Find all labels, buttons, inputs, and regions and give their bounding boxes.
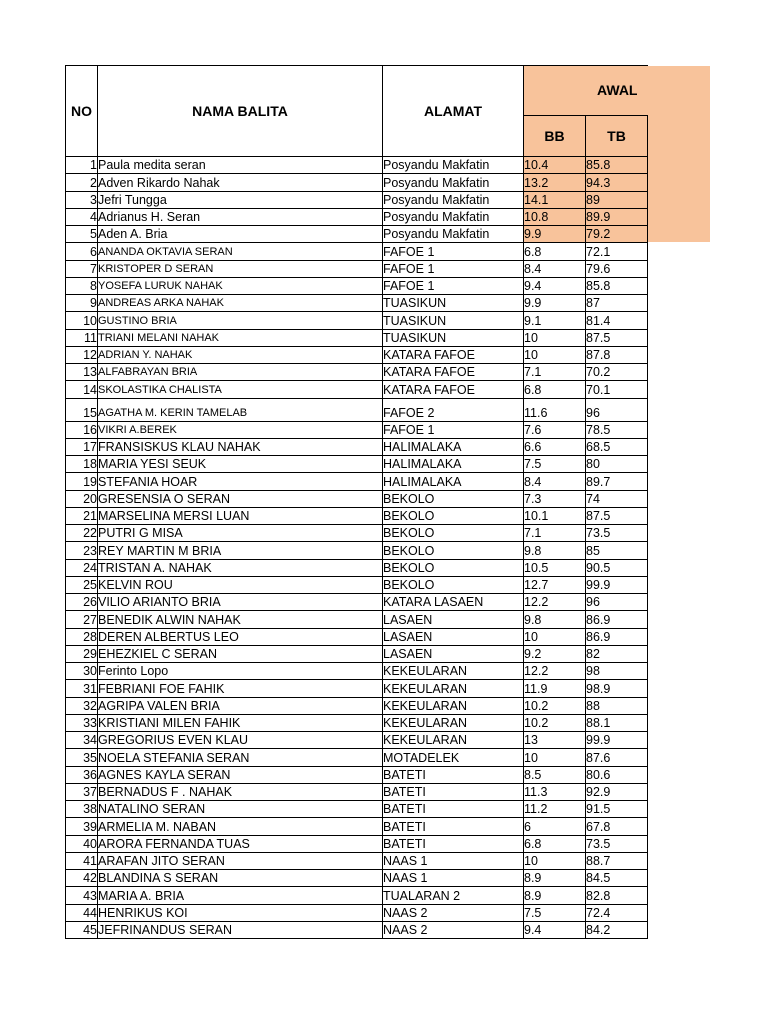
table-row [66,801,648,818]
no-cell: 15 [66,398,98,421]
nama-cell: ALFABRAYAN BRIA [98,364,383,381]
table-row [66,421,648,438]
bb-cell: 6.8 [524,243,586,260]
tb-cell: 80 [586,456,648,473]
alamat-cell: KATARA FAFOE [383,346,524,363]
no-cell: 30 [66,663,98,680]
no-cell: 32 [66,697,98,714]
header-awal: AWAL [524,66,648,116]
table-row [66,921,648,938]
nama-cell: FRANSISKUS KLAU NAHAK [98,438,383,455]
tb-cell: 91.5 [586,801,648,818]
nama-cell: TRIANI MELANI NAHAK [98,329,383,346]
table-row [66,295,648,312]
alamat-cell: Posyandu Makfatin [383,174,524,191]
header-bb: BB [524,115,586,156]
no-cell: 1 [66,157,98,174]
no-cell: 3 [66,191,98,208]
bb-cell: 10.8 [524,208,586,225]
bb-cell: 9.4 [524,921,586,938]
table-row [66,329,648,346]
alamat-cell: Posyandu Makfatin [383,157,524,174]
alamat-cell: BEKOLO [383,559,524,576]
alamat-cell: BEKOLO [383,490,524,507]
alamat-cell: FAFOE 1 [383,421,524,438]
tb-cell: 84.5 [586,870,648,887]
nama-cell: VILIO ARIANTO BRIA [98,594,383,611]
no-cell: 8 [66,277,98,294]
no-cell: 20 [66,490,98,507]
tb-cell: 92.9 [586,783,648,800]
table-row [66,260,648,277]
no-cell: 12 [66,346,98,363]
nama-cell: KRISTOPER D SERAN [98,260,383,277]
no-cell: 16 [66,421,98,438]
nama-cell: AGRIPA VALEN BRIA [98,697,383,714]
tb-cell: 98 [586,663,648,680]
table-row [66,473,648,490]
no-cell: 41 [66,852,98,869]
alamat-cell: LASAEN [383,628,524,645]
bb-cell: 6.8 [524,835,586,852]
bb-cell: 8.9 [524,870,586,887]
no-cell: 25 [66,576,98,593]
bb-cell: 9.9 [524,295,586,312]
nama-cell: JEFRINANDUS SERAN [98,921,383,938]
table-row [66,749,648,766]
table-row [66,277,648,294]
alamat-cell: Posyandu Makfatin [383,226,524,243]
nama-cell: NOELA STEFANIA SERAN [98,749,383,766]
tb-cell: 79.6 [586,260,648,277]
no-cell: 43 [66,887,98,904]
bb-cell: 7.5 [524,904,586,921]
alamat-cell: TUALARAN 2 [383,887,524,904]
no-cell: 26 [66,594,98,611]
bb-cell: 9.2 [524,645,586,662]
alamat-cell: BATETI [383,801,524,818]
tb-cell: 87.5 [586,507,648,524]
bb-cell: 12.2 [524,663,586,680]
table-row [66,835,648,852]
bb-cell: 7.1 [524,525,586,542]
no-cell: 9 [66,295,98,312]
tb-cell: 84.2 [586,921,648,938]
header-tb: TB [586,115,648,156]
nama-cell: KRISTIANI MILEN FAHIK [98,714,383,731]
tb-cell: 89.7 [586,473,648,490]
nama-cell: Aden A. Bria [98,226,383,243]
nama-cell: AGATHA M. KERIN TAMELAB [98,398,383,421]
no-cell: 21 [66,507,98,524]
tb-cell: 96 [586,398,648,421]
alamat-cell: NAAS 2 [383,921,524,938]
table-row [66,346,648,363]
bb-cell: 7.1 [524,364,586,381]
tb-cell: 99.9 [586,732,648,749]
alamat-cell: TUASIKUN [383,312,524,329]
no-cell: 23 [66,542,98,559]
no-cell: 7 [66,260,98,277]
header-nama-balita: NAMA BALITA [98,66,383,157]
table-row [66,542,648,559]
nama-cell: BLANDINA S SERAN [98,870,383,887]
tb-cell: 85 [586,542,648,559]
table-row [66,697,648,714]
bb-cell: 10.2 [524,714,586,731]
bb-cell: 11.3 [524,783,586,800]
alamat-cell: KEKEULARAN [383,680,524,697]
tb-cell: 87.6 [586,749,648,766]
table-row [66,783,648,800]
table-row [66,628,648,645]
alamat-cell: KEKEULARAN [383,714,524,731]
nama-cell: ANDREAS ARKA NAHAK [98,295,383,312]
bb-cell: 9.1 [524,312,586,329]
table-row [66,174,648,191]
bb-cell: 6 [524,818,586,835]
table-row [66,870,648,887]
nama-cell: REY MARTIN M BRIA [98,542,383,559]
tb-cell: 99.9 [586,576,648,593]
balita-table [65,65,648,939]
nama-cell: ANANDA OKTAVIA SERAN [98,243,383,260]
no-cell: 27 [66,611,98,628]
table-row [66,611,648,628]
tb-cell: 90.5 [586,559,648,576]
nama-cell: NATALINO SERAN [98,801,383,818]
tb-cell: 88 [586,697,648,714]
bb-cell: 10.1 [524,507,586,524]
table-row [66,312,648,329]
table-row [66,559,648,576]
table-body [66,157,648,939]
tb-cell: 67.8 [586,818,648,835]
alamat-cell: KATARA LASAEN [383,594,524,611]
bb-cell: 10.4 [524,157,586,174]
tb-cell: 89.9 [586,208,648,225]
no-cell: 37 [66,783,98,800]
bb-cell: 11.6 [524,398,586,421]
bb-cell: 11.9 [524,680,586,697]
no-cell: 34 [66,732,98,749]
table-row [66,766,648,783]
bb-cell: 12.7 [524,576,586,593]
nama-cell: MARSELINA MERSI LUAN [98,507,383,524]
nama-cell: GREGORIUS EVEN KLAU [98,732,383,749]
nama-cell: GRESENSIA O SERAN [98,490,383,507]
tb-cell: 86.9 [586,611,648,628]
bb-cell: 13 [524,732,586,749]
bb-cell: 9.8 [524,542,586,559]
alamat-cell: KEKEULARAN [383,732,524,749]
no-cell: 35 [66,749,98,766]
alamat-cell: BATETI [383,766,524,783]
bb-cell: 9.9 [524,226,586,243]
table-row [66,490,648,507]
header-alamat: ALAMAT [383,66,524,157]
table-row [66,456,648,473]
nama-cell: EHEZKIEL C SERAN [98,645,383,662]
table-row [66,887,648,904]
tb-cell: 94.3 [586,174,648,191]
nama-cell: ADRIAN Y. NAHAK [98,346,383,363]
bb-cell: 11.2 [524,801,586,818]
alamat-cell: TUASIKUN [383,295,524,312]
nama-cell: BERNADUS F . NAHAK [98,783,383,800]
nama-cell: Adrianus H. Seran [98,208,383,225]
table-row [66,680,648,697]
bb-cell: 9.4 [524,277,586,294]
alamat-cell: LASAEN [383,611,524,628]
table-row [66,381,648,398]
no-cell: 13 [66,364,98,381]
bb-cell: 9.8 [524,611,586,628]
no-cell: 28 [66,628,98,645]
alamat-cell: BATETI [383,783,524,800]
no-cell: 42 [66,870,98,887]
nama-cell: Paula medita seran [98,157,383,174]
alamat-cell: FAFOE 1 [383,277,524,294]
nama-cell: MARIA YESI SEUK [98,456,383,473]
bb-cell: 13.2 [524,174,586,191]
tb-cell: 96 [586,594,648,611]
bb-cell: 8.4 [524,473,586,490]
table-row [66,398,648,421]
nama-cell: AGNES KAYLA SERAN [98,766,383,783]
tb-cell: 88.1 [586,714,648,731]
table-row [66,732,648,749]
bb-cell: 7.6 [524,421,586,438]
tb-cell: 78.5 [586,421,648,438]
table-row [66,157,648,174]
tb-cell: 85.8 [586,277,648,294]
tb-cell: 72.4 [586,904,648,921]
bb-cell: 8.5 [524,766,586,783]
alamat-cell: FAFOE 1 [383,260,524,277]
alamat-cell: MOTADELEK [383,749,524,766]
table-row [66,191,648,208]
nama-cell: Jefri Tungga [98,191,383,208]
tb-cell: 73.5 [586,835,648,852]
tb-cell: 79.2 [586,226,648,243]
bb-cell: 10 [524,628,586,645]
no-cell: 6 [66,243,98,260]
nama-cell: SKOLASTIKA CHALISTA [98,381,383,398]
alamat-cell: LASAEN [383,645,524,662]
no-cell: 19 [66,473,98,490]
nama-cell: MARIA A. BRIA [98,887,383,904]
nama-cell: HENRIKUS KOI [98,904,383,921]
alamat-cell: KATARA FAFOE [383,364,524,381]
no-cell: 31 [66,680,98,697]
table-row [66,226,648,243]
alamat-cell: BEKOLO [383,542,524,559]
no-cell: 10 [66,312,98,329]
table-row [66,576,648,593]
tb-cell: 82.8 [586,887,648,904]
tb-cell: 70.1 [586,381,648,398]
nama-cell: GUSTINO BRIA [98,312,383,329]
tb-cell: 73.5 [586,525,648,542]
alamat-cell: BEKOLO [383,576,524,593]
tb-cell: 87 [586,295,648,312]
table-row [66,594,648,611]
table-row [66,645,648,662]
nama-cell: PUTRI G MISA [98,525,383,542]
table-row [66,364,648,381]
no-cell: 18 [66,456,98,473]
bb-cell: 8.9 [524,887,586,904]
alamat-cell: NAAS 2 [383,904,524,921]
tb-cell: 72.1 [586,243,648,260]
tb-cell: 86.9 [586,628,648,645]
nama-cell: ARAFAN JITO SERAN [98,852,383,869]
bb-cell: 8.4 [524,260,586,277]
nama-cell: FEBRIANI FOE FAHIK [98,680,383,697]
table-row [66,904,648,921]
tb-cell: 87.8 [586,346,648,363]
bb-cell: 12.2 [524,594,586,611]
tb-cell: 81.4 [586,312,648,329]
bb-cell: 10.5 [524,559,586,576]
no-cell: 29 [66,645,98,662]
table-row [66,714,648,731]
tb-cell: 68.5 [586,438,648,455]
tb-cell: 70.2 [586,364,648,381]
alamat-cell: NAAS 1 [383,870,524,887]
alamat-cell: TUASIKUN [383,329,524,346]
nama-cell: BENEDIK ALWIN NAHAK [98,611,383,628]
tb-cell: 87.5 [586,329,648,346]
table-row [66,663,648,680]
alamat-cell: FAFOE 2 [383,398,524,421]
alamat-cell: Posyandu Makfatin [383,191,524,208]
bb-cell: 7.3 [524,490,586,507]
nama-cell: ARORA FERNANDA TUAS [98,835,383,852]
nama-cell: ARMELIA M. NABAN [98,818,383,835]
nama-cell: Ferinto Lopo [98,663,383,680]
no-cell: 4 [66,208,98,225]
bb-cell: 10 [524,852,586,869]
nama-cell: DEREN ALBERTUS LEO [98,628,383,645]
alamat-cell: HALIMALAKA [383,438,524,455]
nama-cell: STEFANIA HOAR [98,473,383,490]
alamat-cell: KEKEULARAN [383,663,524,680]
alamat-cell: BATETI [383,818,524,835]
alamat-cell: FAFOE 1 [383,243,524,260]
no-cell: 24 [66,559,98,576]
no-cell: 44 [66,904,98,921]
bb-cell: 6.8 [524,381,586,398]
bb-cell: 6.6 [524,438,586,455]
header-no: NO [66,66,98,157]
no-cell: 11 [66,329,98,346]
no-cell: 22 [66,525,98,542]
nama-cell: TRISTAN A. NAHAK [98,559,383,576]
bb-cell: 14.1 [524,191,586,208]
no-cell: 39 [66,818,98,835]
tb-cell: 98.9 [586,680,648,697]
table-row [66,507,648,524]
bb-cell: 10 [524,346,586,363]
table-row [66,525,648,542]
bb-cell: 10.2 [524,697,586,714]
alamat-cell: Posyandu Makfatin [383,208,524,225]
alamat-cell: BEKOLO [383,507,524,524]
alamat-cell: NAAS 1 [383,852,524,869]
no-cell: 5 [66,226,98,243]
no-cell: 17 [66,438,98,455]
alamat-cell: KEKEULARAN [383,697,524,714]
alamat-cell: HALIMALAKA [383,473,524,490]
nama-cell: VIKRI A.BEREK [98,421,383,438]
table-row [66,208,648,225]
table-row [66,852,648,869]
bb-cell: 10 [524,329,586,346]
bb-cell: 7.5 [524,456,586,473]
alamat-cell: BEKOLO [383,525,524,542]
table-row [66,818,648,835]
alamat-cell: BATETI [383,835,524,852]
tb-cell: 82 [586,645,648,662]
table-row [66,243,648,260]
no-cell: 45 [66,921,98,938]
no-cell: 36 [66,766,98,783]
tb-cell: 89 [586,191,648,208]
tb-cell: 88.7 [586,852,648,869]
no-cell: 38 [66,801,98,818]
no-cell: 2 [66,174,98,191]
tb-cell: 85.8 [586,157,648,174]
no-cell: 40 [66,835,98,852]
alamat-cell: HALIMALAKA [383,456,524,473]
alamat-cell: KATARA FAFOE [383,381,524,398]
bb-cell: 10 [524,749,586,766]
nama-cell: YOSEFA LURUK NAHAK [98,277,383,294]
table-row [66,438,648,455]
tb-cell: 80.6 [586,766,648,783]
no-cell: 14 [66,381,98,398]
nama-cell: KELVIN ROU [98,576,383,593]
no-cell: 33 [66,714,98,731]
nama-cell: Adven Rikardo Nahak [98,174,383,191]
tb-cell: 74 [586,490,648,507]
